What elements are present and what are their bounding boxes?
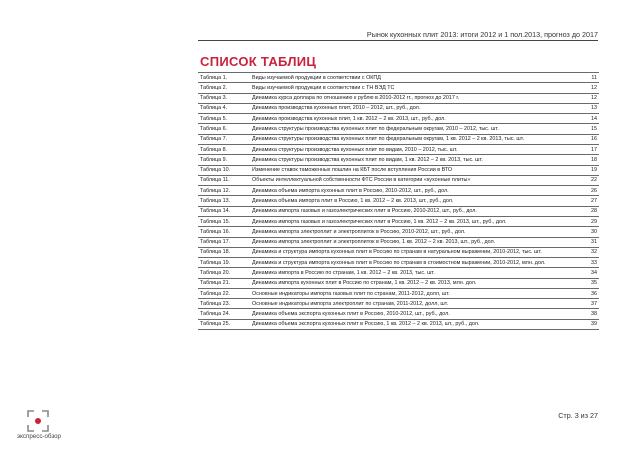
toc-row[interactable]	[198, 114, 599, 124]
toc-row[interactable]	[198, 93, 599, 103]
toc-row-page: 14	[581, 114, 599, 124]
logo-text: экспресс-обзор	[16, 433, 61, 440]
toc-row-page: 18	[581, 155, 599, 165]
toc-row-page: 13	[581, 103, 599, 113]
list-of-tables-body	[198, 73, 599, 330]
toc-row-title: Динамика объема экспорта кухонных плит в Россию, 2010-2012, шт., руб., дол.	[250, 309, 581, 319]
toc-row-page: 26	[581, 186, 599, 196]
toc-row[interactable]	[198, 237, 599, 247]
toc-row-page: 11	[581, 73, 599, 83]
toc-row[interactable]	[198, 124, 599, 134]
toc-row-label: Таблица 14.	[198, 206, 250, 216]
toc-row-page: 34	[581, 268, 599, 278]
toc-row-title: Динамика импорта в Россию по странам, 1 кв. 2012 – 2 кв. 2013, тыс. шт.	[250, 268, 581, 278]
running-header: Рынок кухонных плит 2013: итоги 2012 и 1 пол.2013, прогноз до 2017	[366, 30, 598, 39]
toc-row[interactable]	[198, 309, 599, 319]
toc-row-label: Таблица 7.	[198, 134, 250, 144]
logo-brackets-icon	[27, 410, 49, 432]
toc-row-title: Основные индикаторы импорта газовых плит по странам, 2011-2012, долл, шт.	[250, 288, 581, 298]
toc-row-page: 30	[581, 227, 599, 237]
toc-row-title: Виды изучаемой продукции в соответствии с ОКПД	[250, 73, 581, 83]
toc-row[interactable]	[198, 144, 599, 154]
toc-row-title: Динамика производства кухонных плит, 2010 – 2012, шт., руб., дол.	[250, 103, 581, 113]
toc-row-page: 19	[581, 165, 599, 175]
toc-row-label: Таблица 11.	[198, 175, 250, 185]
company-logo	[13, 410, 65, 442]
toc-row-page: 17	[581, 144, 599, 154]
toc-row-title: Динамика импорта электроплит и электроплиток в Россию, 2010-2012, шт., руб., дол.	[250, 227, 581, 237]
toc-row[interactable]	[198, 134, 599, 144]
toc-row-page: 16	[581, 134, 599, 144]
toc-row-label: Таблица 4.	[198, 103, 250, 113]
toc-row-page: 31	[581, 237, 599, 247]
toc-row-title: Основные индикаторы импорта электроплит по странам, 2011-2012, долл, шт.	[250, 299, 581, 309]
toc-row[interactable]	[198, 186, 599, 196]
toc-row[interactable]	[198, 155, 599, 165]
toc-row-page: 32	[581, 247, 599, 257]
toc-row-page: 12	[581, 93, 599, 103]
toc-row-page: 36	[581, 288, 599, 298]
toc-row[interactable]	[198, 175, 599, 185]
toc-row-title: Изменение ставок таможенных пошлин на КБТ после вступления России в ВТО	[250, 165, 581, 175]
toc-row-page: 38	[581, 309, 599, 319]
toc-row[interactable]	[198, 319, 599, 329]
page-number: Стр. 3 из 27	[558, 411, 598, 420]
toc-row-label: Таблица 5.	[198, 114, 250, 124]
toc-row[interactable]	[198, 227, 599, 237]
toc-row-page: 12	[581, 83, 599, 93]
toc-row-label: Таблица 22.	[198, 288, 250, 298]
toc-row-label: Таблица 19.	[198, 258, 250, 268]
toc-row-label: Таблица 13.	[198, 196, 250, 206]
toc-row-page: 22	[581, 175, 599, 185]
toc-row-title: Динамика импорта кухонных плит в Россию по странам, 1 кв. 2012 – 2 кв. 2013, млн. дол.	[250, 278, 581, 288]
toc-row[interactable]	[198, 73, 599, 83]
header-divider	[198, 40, 598, 41]
toc-row[interactable]	[198, 165, 599, 175]
toc-row-title: Объекты интеллектуальной собственности ФТС России в категории «кухонные плиты»	[250, 175, 581, 185]
toc-row-title: Динамика курса доллара по отношению к рублю в 2010-2012 гг., прогноз до 2017 г.	[250, 93, 581, 103]
toc-row[interactable]	[198, 216, 599, 226]
toc-row-label: Таблица 21.	[198, 278, 250, 288]
toc-row-title: Динамика импорта газовых и газоэлектрических плит в Россию, 1 кв. 2012 – 2 кв. 2013, шт., руб., дол.	[250, 216, 581, 226]
toc-row-label: Таблица 12.	[198, 186, 250, 196]
toc-row-label: Таблица 6.	[198, 124, 250, 134]
toc-row[interactable]	[198, 103, 599, 113]
toc-row[interactable]	[198, 278, 599, 288]
toc-row-title: Динамика объема импорта плит в Россию, 1 кв. 2012 – 2 кв. 2013, шт., руб., дол.	[250, 196, 581, 206]
toc-row[interactable]	[198, 288, 599, 298]
toc-row-label: Таблица 25.	[198, 319, 250, 329]
toc-row[interactable]	[198, 299, 599, 309]
toc-row-title: Динамика объема импорта кухонных плит в Россию, 2010-2012, шт., руб., дол.	[250, 186, 581, 196]
toc-row-label: Таблица 2.	[198, 83, 250, 93]
toc-row-label: Таблица 3.	[198, 93, 250, 103]
toc-row-label: Таблица 17.	[198, 237, 250, 247]
toc-row-page: 37	[581, 299, 599, 309]
toc-row-title: Динамика импорта электроплит и электроплиток в Россию, 1 кв. 2012 – 2 кв. 2013, шт., руб., дол.	[250, 237, 581, 247]
toc-row-title: Динамика структуры производства кухонных плит по видам, 1 кв. 2012 – 2 кв. 2013, тыс. шт.	[250, 155, 581, 165]
toc-row-label: Таблица 8.	[198, 144, 250, 154]
toc-row-page: 39	[581, 319, 599, 329]
toc-row-label: Таблица 23.	[198, 299, 250, 309]
toc-row-label: Таблица 10.	[198, 165, 250, 175]
toc-row-title: Динамика объема экспорта кухонных плит в Россию, 1 кв. 2012 – 2 кв. 2013, шт., руб., дол.	[250, 319, 581, 329]
toc-row[interactable]	[198, 258, 599, 268]
toc-row-label: Таблица 24.	[198, 309, 250, 319]
toc-row-label: Таблица 20.	[198, 268, 250, 278]
toc-row-label: Таблица 15.	[198, 216, 250, 226]
toc-row-page: 35	[581, 278, 599, 288]
list-of-tables	[198, 72, 599, 330]
toc-row-title: Виды изучаемой продукции в соответствии с ТН ВЭД ТС	[250, 83, 581, 93]
toc-row-title: Динамика структуры производства кухонных плит по видам, 2010 – 2012, тыс. шт.	[250, 144, 581, 154]
toc-row-title: Динамика и структура импорта кухонных плит в Россию по странам в стоимостном выражении, 2010-2012, млн. дол.	[250, 258, 581, 268]
toc-row-label: Таблица 16.	[198, 227, 250, 237]
toc-row-page: 29	[581, 216, 599, 226]
toc-row-title: Динамика импорта газовых и газоэлектрических плит в Россию, 2010-2012, шт., руб., дол.	[250, 206, 581, 216]
toc-row-title: Динамика структуры производства кухонных плит по федеральным округам, 1 кв. 2012 – 2 кв. 2013, тыс. шт.	[250, 134, 581, 144]
toc-row-page: 28	[581, 206, 599, 216]
toc-row-title: Динамика и структура импорта кухонных плит в Россию по странам в натуральном выражении, 2010-2012, тыс. шт.	[250, 247, 581, 257]
toc-row-page: 27	[581, 196, 599, 206]
toc-row-title: Динамика производства кухонных плит, 1 кв. 2012 – 2 кв. 2013, шт., руб., дол.	[250, 114, 581, 124]
toc-row[interactable]	[198, 247, 599, 257]
toc-row-page: 15	[581, 124, 599, 134]
toc-row-label: Таблица 1.	[198, 73, 250, 83]
toc-row[interactable]	[198, 268, 599, 278]
toc-row-title: Динамика структуры производства кухонных плит по федеральным округам, 2010 – 2012, тыс. шт.	[250, 124, 581, 134]
toc-row[interactable]	[198, 206, 599, 216]
toc-row[interactable]	[198, 196, 599, 206]
toc-row[interactable]	[198, 83, 599, 93]
toc-row-label: Таблица 9.	[198, 155, 250, 165]
page-title: СПИСОК ТАБЛИЦ	[200, 54, 317, 69]
toc-row-page: 33	[581, 258, 599, 268]
toc-row-label: Таблица 18.	[198, 247, 250, 257]
